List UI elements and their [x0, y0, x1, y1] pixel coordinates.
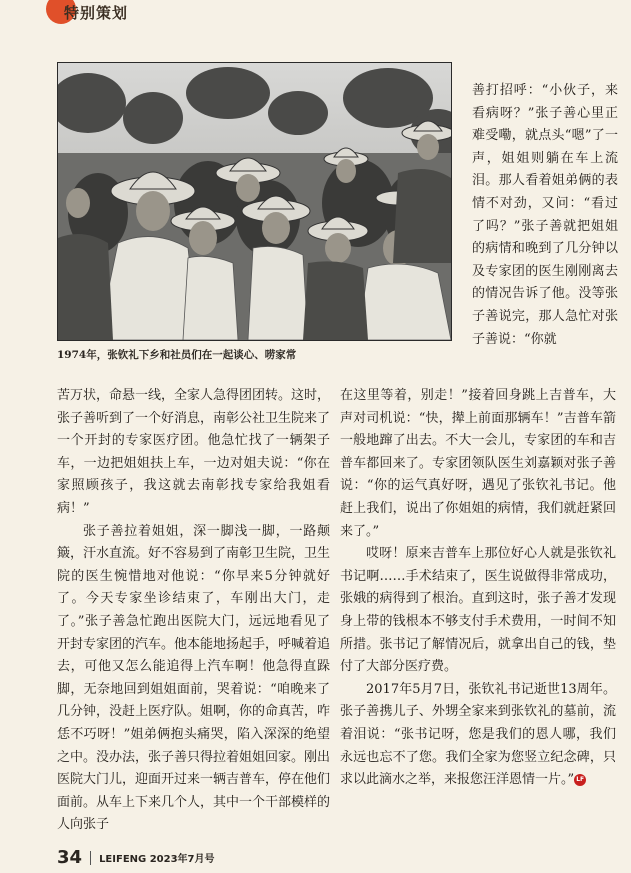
paragraph	[340, 679, 616, 792]
footer-divider	[90, 851, 91, 865]
historical-photo	[57, 62, 452, 341]
magazine-issue: LEIFENG 2023年7月号	[99, 854, 215, 865]
end-mark-icon: LF	[574, 774, 586, 786]
article-column-right-top	[472, 80, 618, 351]
article-column-right	[340, 385, 616, 792]
paragraph-text: 2017年5月7日，张钦礼书记逝世13周年。张子善携儿子、外甥全家来到张钦礼的墓前，流着泪说：“张书记呀，您是我们的恩人哪，我们永远也忘不了您。我们全家为您竖立纪念碑，只求以此滴水之举，来报您汪洋恩情一片。”	[340, 681, 616, 788]
section-title: 特别策划	[64, 4, 129, 22]
paragraph: 苦万状，命悬一线，全家人急得团团转。这时，张子善听到了一个好消息，南彰公社卫生院来了一个开封的专家医疗团。他急忙找了一辆架子车，一边把姐姐扶上车，一边对姐夫说：“你在家照顾孩子，我这就去南彰找专家给我姐看病！”	[57, 388, 331, 516]
paragraph: 哎呀！原来吉普车上那位好心人就是张钦礼书记啊……手术结束了，医生说做得非常成功，张娥的病得到了根治。直到这时，张子善才发现身上带的钱根本不够支付手术费用，一时间不知所措。张书记了解情况后，就拿出自己的钱，垫付了大部分医疗费。	[340, 546, 616, 675]
section-header	[0, 0, 631, 32]
paragraph: 在这里等着，别走！”接着回身跳上吉普车，大声对司机说：“快，撵上前面那辆车！”吉普车箭一般地蹿了出去。不大一会儿，专家团的车和吉普车都回来了。专家团领队医生刘嘉颖对张子善说：“你的运气真好呀，遇见了张钦礼书记。他赶上我们，说出了你姐姐的病情，我们就赶紧回来了。”	[340, 388, 616, 539]
paragraph: 善打招呼：“小伙子，来看病呀？”张子善心里正难受嘞，就点头“嗯”了一声，姐姐则躺在车上流泪。那人看着姐弟俩的表情不对劲，又问：“看过了吗？”张子善就把姐姐的病情和晚到了几分钟以及专家团的医生刚刚离去的情况告诉了他。没等张子善说完，那人急忙对张子善说：“你就	[472, 83, 618, 347]
paragraph: 张子善拉着姐姐，深一脚浅一脚，一路颠簸，汗水直流。好不容易到了南彰卫生院，卫生院的医生惋惜地对他说：“你早来5分钟就好了。今天专家坐诊结束了，车刚出大门，走了。”张子善急忙跑出医院大门，远远地看见了开封专家团的汽车。他本能地扬起手，呼喊着追去，可他又怎么能追得上汽车啊！他急得直跺脚，无奈地回到姐姐面前，哭着说：“咱晚来了几分钟，没赶上医疗队。姐啊，你的命真苦，咋恁不巧呀！”姐弟俩抱头痛哭，陷入深深的绝望之中。没办法，张子善只得拉着姐姐回家。刚出医院大门儿，迎面开过来一辆吉普车，停在他们面前。从车上下来几个人，其中一个干部模样的人向张子	[57, 523, 331, 833]
article-column-left	[57, 385, 330, 837]
page-footer	[57, 847, 215, 868]
photo-illustration	[58, 63, 451, 340]
page-number: 34	[57, 847, 83, 868]
photo-caption: 1974年，张钦礼下乡和社员们在一起谈心、唠家常	[57, 349, 297, 361]
